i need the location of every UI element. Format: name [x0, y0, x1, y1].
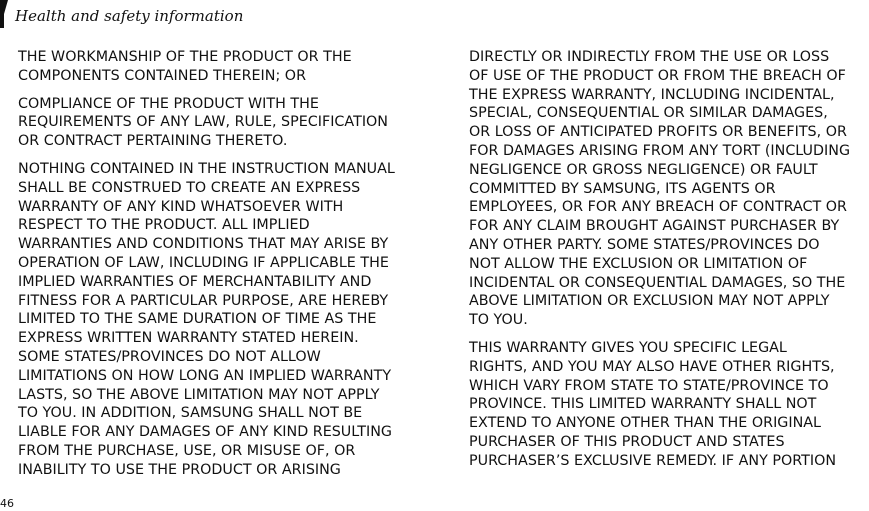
left-column	[18, 48, 434, 489]
paragraph-legal-rights: THIS WARRANTY GIVES YOU SPECIFIC LEGAL RIGHTS, AND YOU MAY ALSO HAVE OTHER RIGHTS, WHICH VARY FROM STATE TO STATE/PROVINCE TO PROVINCE. THIS LIMITED WARRANTY SHALL NOT EXTEND TO ANYONE OTHER THAN THE ORIGINAL PURCHASER OF THIS PRODUCT AND STATES PURCHASER’S EXCLUSIVE REMEDY. IF ANY PORTION	[469, 339, 837, 469]
paragraph-damages: DIRECTLY OR INDIRECTLY FROM THE USE OR LOSS OF USE OF THE PRODUCT OR FROM THE BREACH OF THE EXPRESS WARRANTY, INCLUDING INCIDENTAL, SPECIAL, CONSEQUENTIAL OR SIMILAR DAMAGES, OR LOSS OF ANTICIPATED PROFITS OR BENEFITS, OR FOR DAMAGES ARISING FROM ANY TORT (INCLUDING NEGLIGENCE OR GROSS NEGLIGENCE) OR FAULT COMMITTED BY SAMSUNG, ITS AGENTS OR EMPLOYEES, OR FOR ANY BREACH OF CONTRACT OR FOR ANY CLAIM BROUGHT AGAINST PURCHASER BY ANY OTHER PARTY. SOME STATES/PROVINCES DO NOT ALLOW THE EXCLUSION OR LIMITATION OF INCIDENTAL OR CONSEQUENTIAL DAMAGES, SO THE ABOVE LIMITATION OR EXCLUSION MAY NOT APPLY TO YOU.	[469, 49, 851, 329]
paragraph-compliance: COMPLIANCE OF THE PRODUCT WITH THE REQUIREMENTS OF ANY LAW, RULE, SPECIFICATION OR CONTRACT PERTAINING THERETO.	[18, 95, 388, 150]
header-accent-corner	[0, 0, 8, 28]
section-title: Health and safety information	[15, 7, 244, 25]
paragraph-workmanship: THE WORKMANSHIP OF THE PRODUCT OR THE COMPONENTS CONTAINED THEREIN; OR	[18, 49, 352, 84]
right-column	[469, 48, 869, 480]
page-number: 46	[0, 497, 14, 510]
paragraph-implied-warranties: NOTHING CONTAINED IN THE INSTRUCTION MANUAL SHALL BE CONSTRUED TO CREATE AN EXPRESS WARRANTY OF ANY KIND WHATSOEVER WITH RESPECT TO THE PRODUCT. ALL IMPLIED WARRANTIES AND CONDITIONS THAT MAY ARISE BY OPERATION OF LAW, INCLUDING IF APPLICABLE THE IMPLIED WARRANTIES OF MERCHANTABILITY AND FITNESS FOR A PARTICULAR PURPOSE, ARE HEREBY LIMITED TO THE SAME DURATION OF TIME AS THE EXPRESS WRITTEN WARRANTY STATED HEREIN. SOME STATES/PROVINCES DO NOT ALLOW LIMITATIONS ON HOW LONG AN IMPLIED WARRANTY LASTS, SO THE ABOVE LIMITATION MAY NOT APPLY TO YOU. IN ADDITION, SAMSUNG SHALL NOT BE LIABLE FOR ANY DAMAGES OF ANY KIND RESULTING FROM THE PURCHASE, USE, OR MISUSE OF, OR INABILITY TO USE THE PRODUCT OR ARISING	[18, 160, 395, 478]
